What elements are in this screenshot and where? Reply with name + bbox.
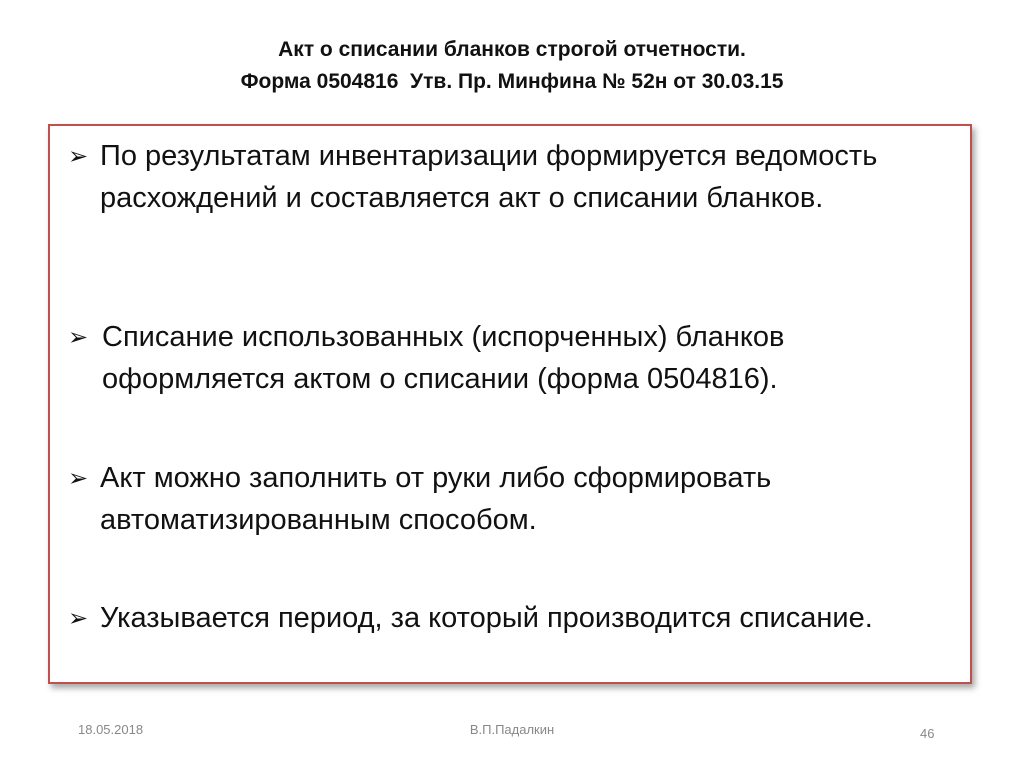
bullet-item — [68, 597, 948, 639]
footer-date: 18.05.2018 — [78, 722, 144, 737]
page-number: 46 — [920, 726, 935, 741]
bullet-text: Списание использованных (испорченных) бланков оформляется актом о списании (форма 0504816). — [102, 321, 785, 395]
slide-title-line-1: Акт о списании бланков строгой отчетности. — [278, 38, 746, 61]
bullet-item — [68, 457, 948, 541]
footer-author: В.П.Падалкин — [469, 722, 555, 737]
arrow-bullet-icon: ➢ — [68, 323, 89, 351]
content-box — [48, 124, 972, 684]
bullet-text: По результатам инвентаризации формируется ведомость расхождений и составляется акт о списании бланков. — [100, 140, 878, 214]
bullet-item — [68, 316, 948, 400]
arrow-bullet-icon: ➢ — [68, 142, 89, 170]
arrow-bullet-icon: ➢ — [68, 604, 89, 632]
slide-title-line-2: Форма 0504816 Утв. Пр. Минфина № 52н от 30.03.15 — [240, 70, 784, 93]
bullet-item — [68, 135, 948, 219]
slide-title — [0, 34, 1024, 98]
bullet-text: Акт можно заполнить от руки либо сформировать автоматизированным способом. — [100, 462, 772, 536]
bullet-text: Указывается период, за который производится списание. — [100, 602, 873, 634]
arrow-bullet-icon: ➢ — [68, 464, 89, 492]
